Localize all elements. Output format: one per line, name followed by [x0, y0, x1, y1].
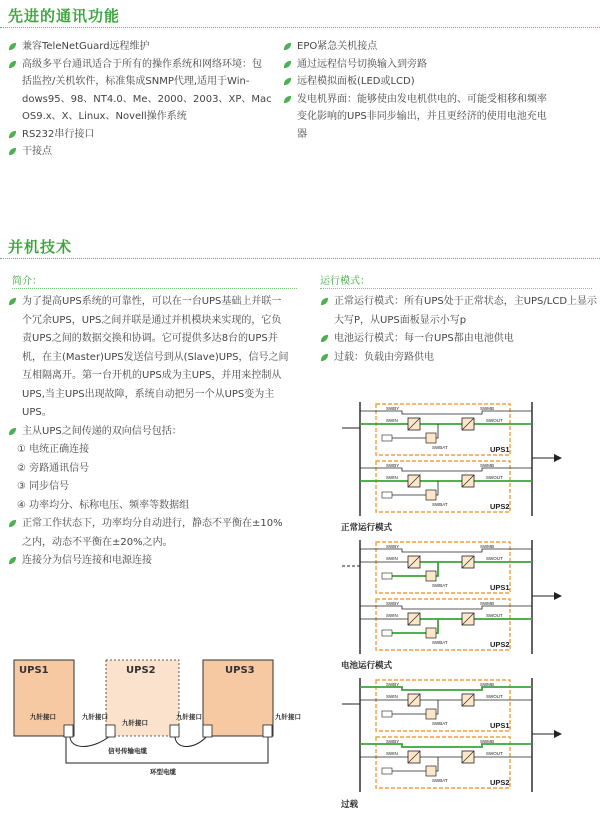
- battery-icon: [382, 435, 392, 441]
- maintenance-switch-label: SWMB: [480, 739, 494, 744]
- port-label: 九针接口: [30, 713, 56, 721]
- feature-list-right: [283, 38, 595, 143]
- charger-block: [426, 571, 436, 581]
- ups2-label: UPS2: [126, 665, 156, 676]
- input-switch-label: SWIN: [386, 556, 398, 561]
- normal-mode-diagram: [342, 398, 572, 520]
- numbered-item: ③ 同步信号: [17, 481, 70, 492]
- numbered-item: ① 电统正确连接: [17, 444, 90, 455]
- connector-icon: [263, 725, 272, 737]
- output-switch-label: SWOUT: [486, 694, 503, 699]
- leaf-bullet-icon: [8, 297, 17, 306]
- section-divider: [0, 258, 600, 259]
- battery-switch-label: SWBAT: [432, 583, 448, 588]
- leaf-bullet-icon: [283, 77, 292, 86]
- battery-icon: [382, 711, 392, 717]
- modes-heading-rule: [320, 288, 592, 289]
- list-item: 过载：负载由旁路供电: [320, 349, 600, 368]
- feature-list-left: [8, 38, 283, 161]
- section-title-communication: 先进的通讯功能: [8, 7, 121, 25]
- connector-icon: [64, 725, 73, 737]
- input-switch-label: SWIN: [386, 694, 398, 699]
- battery-icon: [382, 630, 392, 636]
- battery-switch-label: SWBAT: [432, 502, 448, 507]
- maintenance-switch-label: SWMB: [480, 601, 494, 606]
- list-item: RS232串行接口: [8, 126, 283, 144]
- bypass-switch-label: SWBY: [386, 406, 400, 411]
- load-arrow-icon: [554, 592, 562, 600]
- bypass-switch-label: SWBY: [386, 601, 400, 606]
- charger-block: [426, 766, 436, 776]
- bypass-path: [360, 549, 532, 552]
- list-item: 正常工作状态下，功率均分自动进行，静态不平衡在±10%: [8, 515, 298, 534]
- caption-battery-mode: 电池运行模式: [341, 661, 393, 671]
- signal-cable-1: [70, 736, 110, 747]
- bypass-switch-label: SWBY: [386, 544, 400, 549]
- leaf-bullet-icon: [8, 427, 17, 436]
- ups-unit-label: UPS2: [490, 778, 510, 787]
- intro-heading-rule: [12, 288, 297, 289]
- connector-icon: [170, 725, 179, 737]
- battery-switch-label: SWBAT: [432, 721, 448, 726]
- leaf-bullet-icon: [320, 297, 329, 306]
- battery-switch-label: SWBAT: [432, 445, 448, 450]
- list-item-continuation: 机，在主(Master)UPS发送信号到从(Slave)UPS，信号之间: [22, 351, 289, 363]
- ups-unit-label: UPS1: [490, 445, 510, 454]
- input-switch-label: SWIN: [386, 613, 398, 618]
- list-item-continuation: 之内，动态不平衡在±20%之内。: [22, 536, 173, 548]
- leaf-bullet-icon: [283, 95, 292, 104]
- charger-block: [426, 490, 436, 500]
- leaf-bullet-icon: [8, 556, 17, 565]
- connector-icon: [106, 725, 115, 737]
- output-switch-label: SWOUT: [486, 613, 503, 618]
- leaf-bullet-icon: [8, 519, 17, 528]
- port-label: 九针接口: [82, 713, 108, 721]
- charger-block: [426, 628, 436, 638]
- list-item: EPO紧急关机接点: [283, 38, 595, 56]
- list-item-continuation: UPS。: [22, 407, 52, 418]
- bypass-switch-label: SWBY: [386, 463, 400, 468]
- maintenance-switch-label: SWMB: [480, 463, 494, 468]
- ring-cable-label: 环型电缆: [150, 768, 176, 776]
- overload-mode-diagram: [342, 674, 572, 796]
- list-item-continuation: 责UPS之间的数据交换和协调。它可提供多达8台的UPS并: [22, 333, 278, 344]
- leaf-bullet-icon: [283, 42, 292, 51]
- maintenance-switch-label: SWMB: [480, 544, 494, 549]
- ups-unit-label: UPS1: [490, 583, 510, 592]
- battery-switch-label: SWBAT: [432, 778, 448, 783]
- bypass-path: [360, 411, 532, 414]
- output-switch-label: SWOUT: [486, 418, 503, 423]
- battery-icon: [382, 492, 392, 498]
- input-switch-label: SWIN: [386, 475, 398, 480]
- load-arrow-icon: [554, 730, 562, 738]
- modes-list: [320, 293, 600, 367]
- output-switch-label: SWOUT: [486, 751, 503, 756]
- ups-unit-label: UPS1: [490, 721, 510, 730]
- bypass-path: [360, 687, 532, 690]
- battery-icon: [382, 573, 392, 579]
- bypass-switch-label: SWBY: [386, 739, 400, 744]
- list-item: 电池运行模式：每一台UPS都由电池供电: [320, 330, 600, 349]
- list-item: 正常运行模式：所有UPS处于正常状态，主UPS/LCD上显示: [320, 293, 600, 312]
- ups1-label: UPS1: [19, 665, 49, 676]
- list-item-continuation: 大写P，从UPS面板显示小写p: [334, 314, 467, 326]
- bypass-switch-label: SWBY: [386, 682, 400, 687]
- section-title-parallel: 并机技术: [8, 238, 73, 256]
- leaf-bullet-icon: [320, 353, 329, 362]
- leaf-bullet-icon: [8, 60, 17, 69]
- bypass-path: [360, 606, 532, 609]
- connector-icon: [203, 725, 212, 737]
- list-item: 发电机界面：能够使由发电机供电的、可能受相移和频率: [283, 91, 595, 109]
- bypass-path: [360, 468, 532, 471]
- list-item: 连接分为信号连接和电源连接: [8, 552, 298, 571]
- leaf-bullet-icon: [283, 60, 292, 69]
- list-item-continuation: 器: [297, 128, 307, 140]
- modes-heading: 运行模式：: [320, 276, 370, 287]
- input-switch-label: SWIN: [386, 418, 398, 423]
- battery-switch-label: SWBAT: [432, 640, 448, 645]
- intro-heading: 简介：: [12, 276, 42, 287]
- section-divider: [0, 27, 600, 28]
- input-switch-label: SWIN: [386, 751, 398, 756]
- connection-diagram: [0, 650, 330, 800]
- leaf-bullet-icon: [320, 334, 329, 343]
- bypass-path: [360, 744, 532, 747]
- charger-block: [426, 709, 436, 719]
- leaf-bullet-icon: [8, 147, 17, 156]
- list-item: 主从UPS之间传递的双向信号包括：: [8, 423, 298, 442]
- battery-icon: [382, 768, 392, 774]
- intro-list: [8, 293, 298, 571]
- list-item-continuation: UPS,当主UPS出现故障，系统自动把另一个从UPS变为主: [22, 388, 275, 400]
- load-arrow-icon: [554, 454, 562, 462]
- list-item-continuation: 互相隔离开。第一台开机的UPS成为主UPS，并用来控制从: [22, 370, 282, 381]
- connection-cables: [0, 650, 330, 800]
- battery-mode-diagram: [342, 536, 572, 658]
- list-item: 远程模拟面板(LED或LCD): [283, 73, 595, 91]
- charger-block: [426, 433, 436, 443]
- list-item: 高级多平台通讯适合于所有的操作系统和网络环境：包: [8, 56, 283, 74]
- ups-unit-label: UPS2: [490, 640, 510, 649]
- list-item-continuation: dows95、98、NT4.0、Me、2000、2003、XP、Mac: [22, 93, 272, 105]
- maintenance-switch-label: SWMB: [480, 406, 494, 411]
- list-item: 通过远程信号切换输入到旁路: [283, 56, 595, 74]
- list-item-continuation: OS9.x、X、Linux、Novell操作系统: [22, 111, 187, 122]
- ups3-label: UPS3: [225, 665, 255, 676]
- caption-normal-mode: 正常运行模式: [341, 523, 393, 533]
- numbered-item: ④ 功率均分、标称电压、频率等数据组: [17, 499, 190, 511]
- ups-unit-label: UPS2: [490, 502, 510, 511]
- port-label: 九针接口: [275, 713, 301, 721]
- maintenance-switch-label: SWMB: [480, 682, 494, 687]
- list-item: 为了提高UPS系统的可靠性，可以在一台UPS基础上并联一: [8, 293, 298, 312]
- port-label: 九针接口: [122, 719, 148, 727]
- list-item-continuation: 变化影响的UPS非同步输出，并且更经济的使用电池充电: [297, 111, 547, 122]
- list-item-continuation: 个冗余UPS，UPS之间并联是通过并机模块来实现的，它负: [22, 314, 282, 326]
- numbered-item: ② 旁路通讯信号: [17, 462, 90, 474]
- ring-cable: [66, 736, 268, 763]
- leaf-bullet-icon: [8, 130, 17, 139]
- caption-overload-mode: 过载: [341, 800, 359, 810]
- signal-cable-2: [175, 736, 207, 747]
- port-label: 九针接口: [176, 713, 202, 721]
- output-switch-label: SWOUT: [486, 475, 503, 480]
- leaf-bullet-icon: [8, 42, 17, 51]
- output-switch-label: SWOUT: [486, 556, 503, 561]
- list-item: 干接点: [8, 143, 283, 161]
- list-item-continuation: 括监控/关机软件，标准集成SNMP代理,适用于Win-: [22, 76, 250, 87]
- signal-cable-label: 信号传输电缆: [108, 747, 147, 755]
- list-item: 兼容TeleNetGuard远程维护: [8, 38, 283, 56]
